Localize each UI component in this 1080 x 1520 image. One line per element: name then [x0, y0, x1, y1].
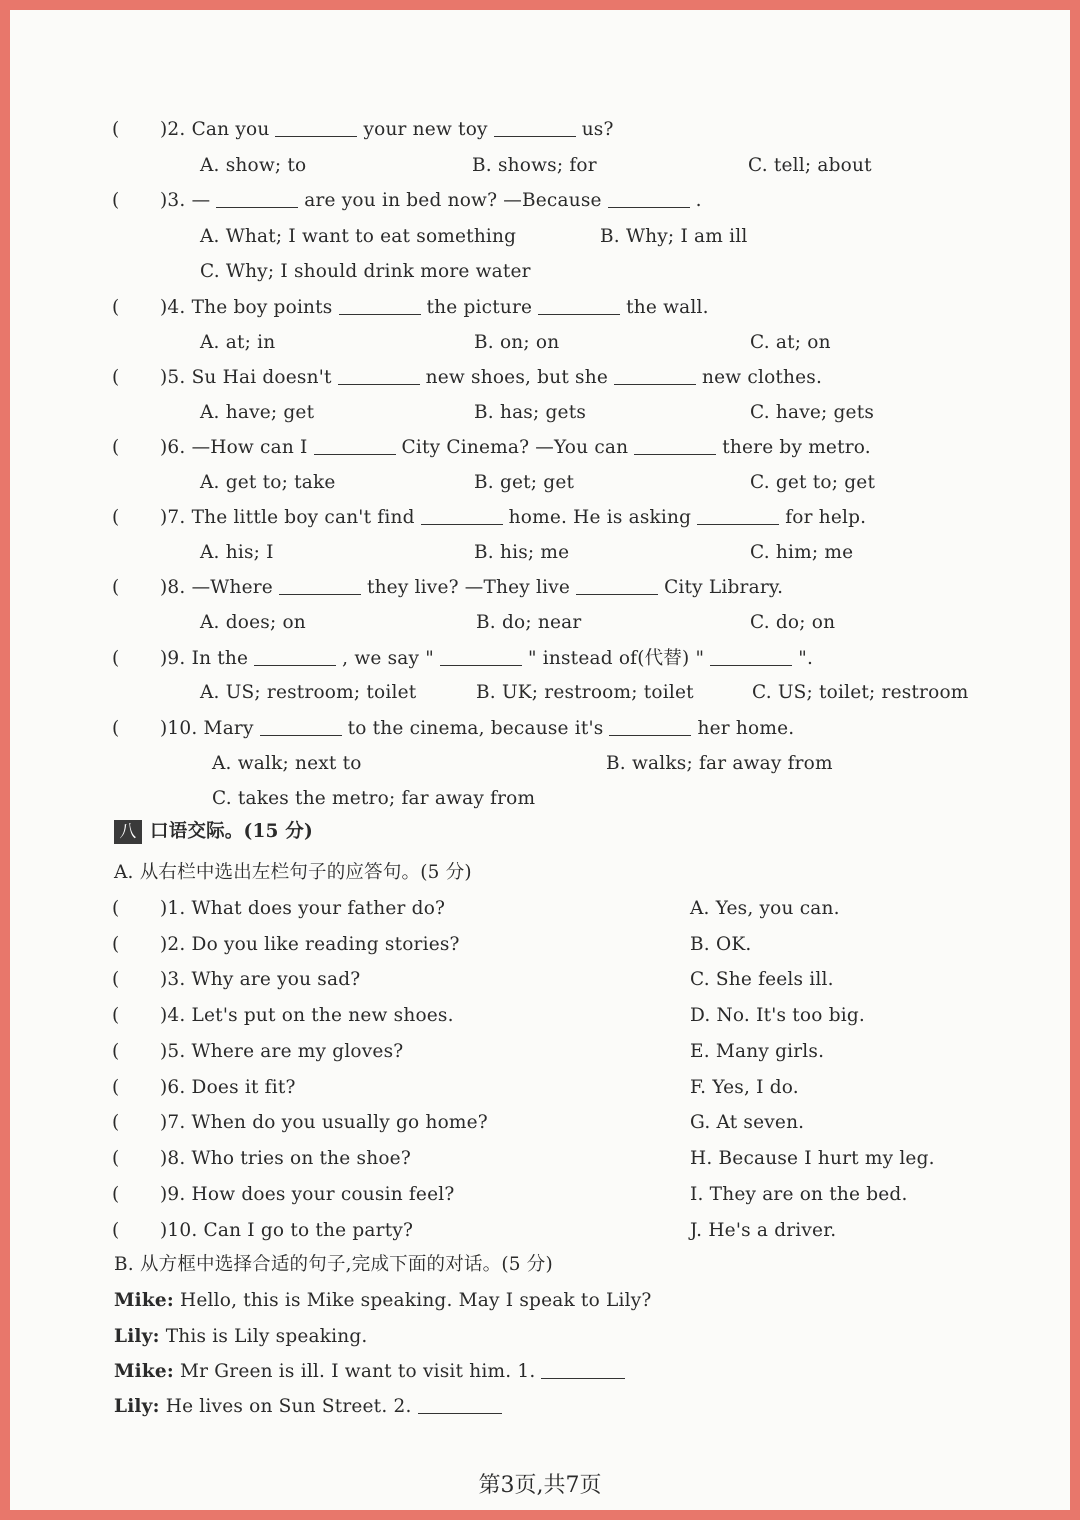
part-b-title: B. 从方框中选择合适的句子,完成下面的对话。(5 分) [114, 1254, 553, 1275]
answer-blank[interactable] [275, 118, 357, 137]
answer-blank[interactable] [494, 118, 576, 137]
section-number-badge: 八 [114, 820, 142, 844]
answer-blank[interactable] [254, 647, 336, 666]
answer-blank[interactable] [279, 576, 361, 595]
answer-blank[interactable] [216, 189, 298, 208]
answer-blank[interactable] [421, 506, 503, 525]
answer-paren: ( [112, 119, 120, 140]
section-title: 口语交际。(15 分) [150, 821, 313, 842]
answer-blank[interactable] [314, 436, 396, 455]
answer-blank[interactable] [260, 717, 342, 736]
answer-blank[interactable] [339, 296, 421, 315]
answer-blank[interactable] [338, 366, 420, 385]
answer-blank[interactable] [609, 717, 691, 736]
answer-blank[interactable] [541, 1360, 625, 1379]
worksheet-page: ( )2. Can you your new toy us? A. show; to B. shows; for C. tell; about ( )3. — are you in bed now? —Because . A. What; I want to eat something B. Why; I am ill C. Why; I should drink more water ( )4. The boy points the picture the wall. A. at; in B. on; on C. at; on ( )5. Su Hai doesn't new shoes, but she new clothes. A. have; get B. has; gets C. have; gets ( )6. —How can I City Cinema? —You can there by metro. A. get to; take B. get; get C. get to; get ( )7. The little boy can't find home. He is asking for help. A. his; I B. his; me C. him; me ( )8. —Where they live? —They live City Library. A. does; on B. do; near C. do; on ( )9. In the , we say " " instead of(代替) " ". A. US; restroom; toilet B. UK; restroom; toilet C. US; toilet; restroom ( )10. Mary to the cinema, because it's her home. A. walk; next to B. walks; far away from C. takes the metro; far away from 八 口语交际。(15 分) A. 从右栏中选出左栏句子的应答句。(5 分) ( )1. What does your father do? A. Yes, you can. ( )2. Do you like reading stories? B. OK. ( )3. Why are you sad? C. She feels ill. ( )4. Let's put on the new shoes. D. No. It's too big. ( )5. Where are my gloves? E. Many girls. ( )6. Does it fit? F. Yes, I do. ( )7. When do you usually go home? G. At seven. ( )8. Who tries on the shoe? H. Because I hurt my leg. ( )9. How does your cousin feel? I. They are on the bed. ( )10. Can I go to the party? J. He's a driver. B. 从方框中选择合适的句子,完成下面的对话。(5 分) Mike: Hello, this is Mike speaking. May I speak to Lily? Lily: This is Lily speaking. Mike: Mr Green is ill. I want to visit him. 1. Lily: He lives on Sun Street. 2. 第3页,共7页 [10, 10, 1070, 1510]
answer-blank[interactable] [634, 436, 716, 455]
answer-blank[interactable] [418, 1395, 502, 1414]
answer-blank[interactable] [440, 647, 522, 666]
answer-blank[interactable] [538, 296, 620, 315]
answer-blank[interactable] [614, 366, 696, 385]
page-footer: 第3页,共7页 [478, 1473, 602, 1498]
answer-blank[interactable] [697, 506, 779, 525]
answer-blank[interactable] [608, 189, 690, 208]
answer-blank[interactable] [576, 576, 658, 595]
part-a-title: A. 从右栏中选出左栏句子的应答句。(5 分) [114, 862, 472, 883]
answer-blank[interactable] [710, 647, 792, 666]
